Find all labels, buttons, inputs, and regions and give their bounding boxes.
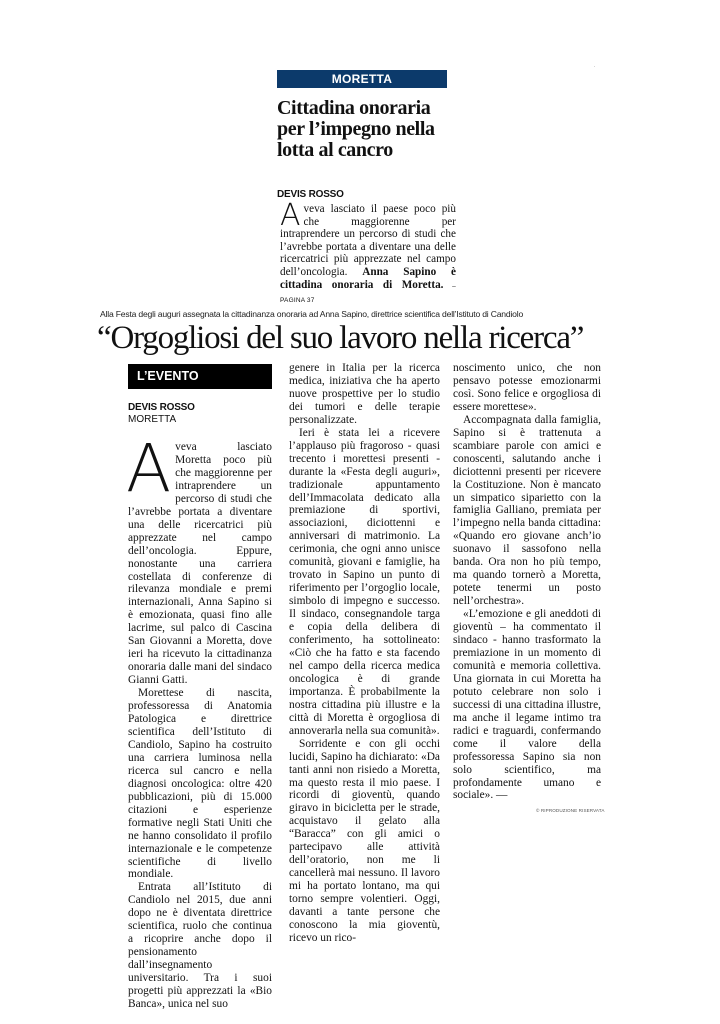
article-paragraph: Accompagnata dalla famiglia, Sapino si è trattenuta a scambiare parole con amici e conoscenti, salutando anche i diciottenni presenti per ricevere la Costituzione. Non è mancato un simpatico siparietto con la famiglia Galliano, premiata per l’impegno nella banda cittadina: «Quando ero giovane anch’io suonavo il sassofono nella banda. Ora non ho più tempo, ma quando tornerò a Moretta, potete tenermi un posto nell’orchestra». xyxy=(453,413,601,608)
article-paragraph: Ieri è stata lei a ricevere l’applauso più fragoroso - quasi trecento i morettesi presenti - durante la «Festa degli auguri», tradizionale appuntamento dell’Immacolata dedicato alla premiazione di sportivi, associazioni, diciottenni e anniversari di matrimonio. La cerimonia, che ogni anno unisce comunità, giovani e famiglie, ha trovato in Sapino un punto di riferimento per l’orgoglio locale, simbolo di impegno e successo. Il sindaco, consegnandole targa e copia della delibera di conferimento, ha sottolineato: «Ciò che ha fatto e sta facendo nel campo della ricerca medica oncologica è di grande importanza. È probabilmente la nostra cittadina più illustre e la città di Moretta è orgogliosa di annoverarla nella sua comunità». xyxy=(289,426,440,737)
article-paragraph: Entrata all’Istituto di Candiolo nel 2015, due anni dopo ne è diventata direttrice scientifica, ruolo che continua a ricoprire anche dopo il pensionamento dall’insegnamento universitario. Tra i suoi progetti più apprezzati la «Bio Banca», unica nel suo xyxy=(128,881,272,1010)
teaser-body-text: veva lasciato il paese poco più che maggiorenne per intraprendere un percorso di studi che l’avrebbe portata a diventare una delle ricercatrici più apprezzate nel campo dell’oncologia. xyxy=(280,203,456,278)
article-column-2 xyxy=(289,362,440,945)
article-paragraph: noscimento unico, che non pensavo potesse emozionarmi così. Sono felice e orgogliosa di essere morettese». xyxy=(453,362,601,413)
section-label-evento: L’EVENTO xyxy=(128,364,272,389)
page-reference-link[interactable]: – PAGINA 37 xyxy=(280,282,456,305)
article-paragraph: Morettese di nascita, professoressa di Anatomia Patologica e direttrice scientifica dell’Istituto di Candiolo, Sapino ha costruito una carriera luminosa nella ricerca sul cancro e nella diagnosi oncologica: oltre 420 pubblicazioni, più di 15.000 citazioni e esperienze formative negli Stati Uniti che ne hanno consolidato il profilo internazionale e le competenze scientifiche di livello mondiale. xyxy=(128,687,272,881)
teaser-body-bold: Anna Sapino è cittadina onoraria di Moretta. xyxy=(280,265,456,291)
teaser xyxy=(277,70,477,200)
paragraph-text: veva lasciato Moretta poco più che maggiorenne per intraprendere un percorso di studi che l’avrebbe portata a diventare una delle ricercatrici più apprezzate nel campo dell’oncologia. Eppure, nonostante una carriera costellata di conferenze di rilevanza mondiale e premi internazionali, Anna Sapino si è emozionata, quasi fino alle lacrime, sul palco di Cascina San Giovanni a Moretta, dove ieri ha ricevuto la cittadinanza onoraria dalle mani del sindaco Gianni Gatti. xyxy=(128,441,272,687)
teaser-dropcap: A xyxy=(280,198,301,233)
teaser-body xyxy=(280,198,456,308)
article-kicker: Alla Festa degli auguri assegnata la cittadinanza onoraria ad Anna Sapino, direttrice scientifica dell’Istituto di Candiolo xyxy=(100,309,524,319)
article-column-1 xyxy=(126,430,272,1011)
article-dropcap: A xyxy=(126,430,172,507)
page-marker: ∙ xyxy=(594,64,596,70)
article-paragraph: genere in Italia per la ricerca medica, iniziativa che ha aperto nuove prospettive per lo studio dei tumori e delle terapie personalizzate. xyxy=(289,362,440,426)
article-headline: “Orgogliosi del suo lavoro nella ricerca” xyxy=(97,320,584,356)
teaser-title: Cittadina onoraria per l’impegno nella lotta al cancro xyxy=(277,97,435,161)
article-paragraph: «L’emozione e gli aneddoti di gioventù – ha commentato il sindaco - hanno trasformato la premiazione in un momento di comunità e memoria collettiva. Una giornata in cui Moretta ha potuto celebrare non solo i successi di una cittadina illustre, ma anche il legame intimo tra radici e traguardi, confermando come il valore della professoressa Sapino sia non solo scientifico, ma profondamente umano e sociale». — xyxy=(453,608,601,802)
section-label-moretta: MORETTA xyxy=(277,70,447,88)
article-paragraph xyxy=(126,430,272,687)
copyright-notice: © RIPRODUZIONE RISERVATA xyxy=(536,808,605,813)
teaser-author: DEVIS ROSSO xyxy=(277,189,344,200)
article-column-3 xyxy=(453,362,601,802)
author-name: DEVIS ROSSO xyxy=(128,402,195,413)
article-paragraph: Sorridente e con gli occhi lucidi, Sapino ha dichiarato: «Da tanti anni non risiedo a Moretta, ma questo resta il mio paese. I ricordi di gioventù, quando giravo in bicicletta per le strade, acquistavo il gelato alla “Baracca” con gli amici o partecipavo alle attività dell’oratorio, non me li cancellerà mai nessuno. Il lavoro mi ha portato lontano, ma qui torno sempre volentieri. Oggi, davanti a tante persone che conoscono la mia gioventù, ricevo un rico- xyxy=(289,737,440,944)
byline xyxy=(128,402,195,426)
dateline: MORETTA xyxy=(128,414,177,425)
